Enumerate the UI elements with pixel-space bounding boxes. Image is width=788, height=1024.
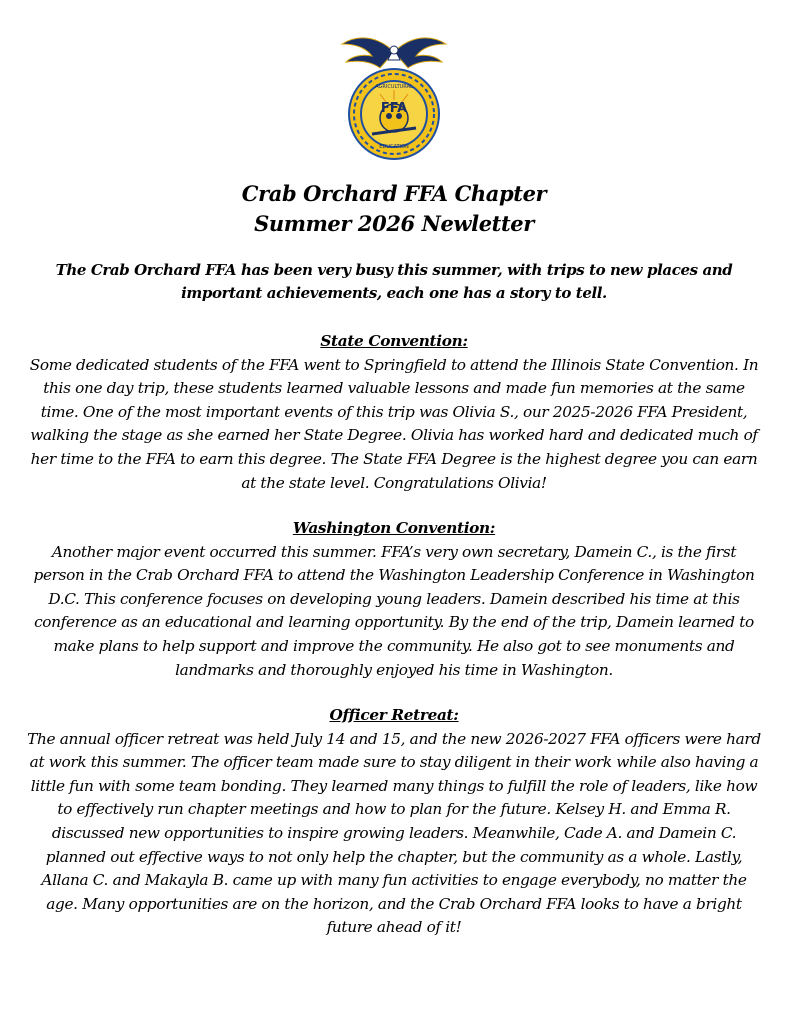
intro-paragraph: The Crab Orchard FFA has been very busy this summer, with trips to new places and important achievements, each one has a story to tell. [55, 261, 733, 302]
section-heading: State Convention: [320, 332, 468, 350]
section-heading: Officer Retreat: [329, 706, 459, 724]
section-body: Some dedicated students of the FFA went to Springfield to attend the Illinois State Convention. In this one day trip, these students learned valuable lessons and made fun memories at the same time. One of the most important events of this trip was Olivia S., our 2025-2026 FFA President, walking the stage as she earned her State Degree. Olivia has worked hard and dedicated much of her time to the FFA to earn this degree. The State FFA Degree is the highest degree you can earn at the state level. Congratulations Olivia! [29, 355, 759, 492]
newsletter-title-line2: Summer 2026 Newletter [254, 211, 534, 236]
section-officer-retreat [26, 704, 762, 940]
emblem-bottom-text: EDUCATION [379, 144, 409, 150]
ffa-emblem-icon [338, 30, 450, 162]
section-state-convention [26, 330, 762, 495]
emblem-top-text: AGRICULTURAL [375, 84, 413, 90]
section-washington-convention [26, 517, 762, 682]
emblem-center-text: FFA [380, 101, 408, 116]
section-body: Another major event occurred this summer. FFA’s very own secretary, Damein C., is the first person in the Crab Orchard FFA to attend the Washington Leadership Conference in Washington D.C. This conference focuses on developing young leaders. Damein described his time at this conference as an educational and learning opportunity. By the end of the trip, Damein learned to make plans to help support and improve the community. He also got to see monuments and landmarks and thoroughly enjoyed his time in Washington. [33, 542, 755, 679]
section-heading: Washington Convention: [292, 519, 496, 537]
section-body: The annual officer retreat was held July 14 and 15, and the new 2026-2027 FFA officers were hard at work this summer. The officer team made sure to stay diligent in their work while also having a little fun with some team bonding. They learned many things to fulfill the role of leaders, like how to effectively run chapter meetings and how to plan for the future. Kelsey H. and Emma R. discussed new opportunities to inspire growing leaders. Meanwhile, Cade A. and Damein C. planned out effective ways to not only help the chapter, but the community as a whole. Lastly, Allana C. and Makayla B. came up with many fun activities to engage everybody, no matter the age. Many opportunities are on the horizon, and the Crab Orchard FFA looks to have a bright future ahead of it! [27, 729, 761, 937]
newsletter-title-line1: Crab Orchard FFA Chapter [241, 181, 547, 206]
